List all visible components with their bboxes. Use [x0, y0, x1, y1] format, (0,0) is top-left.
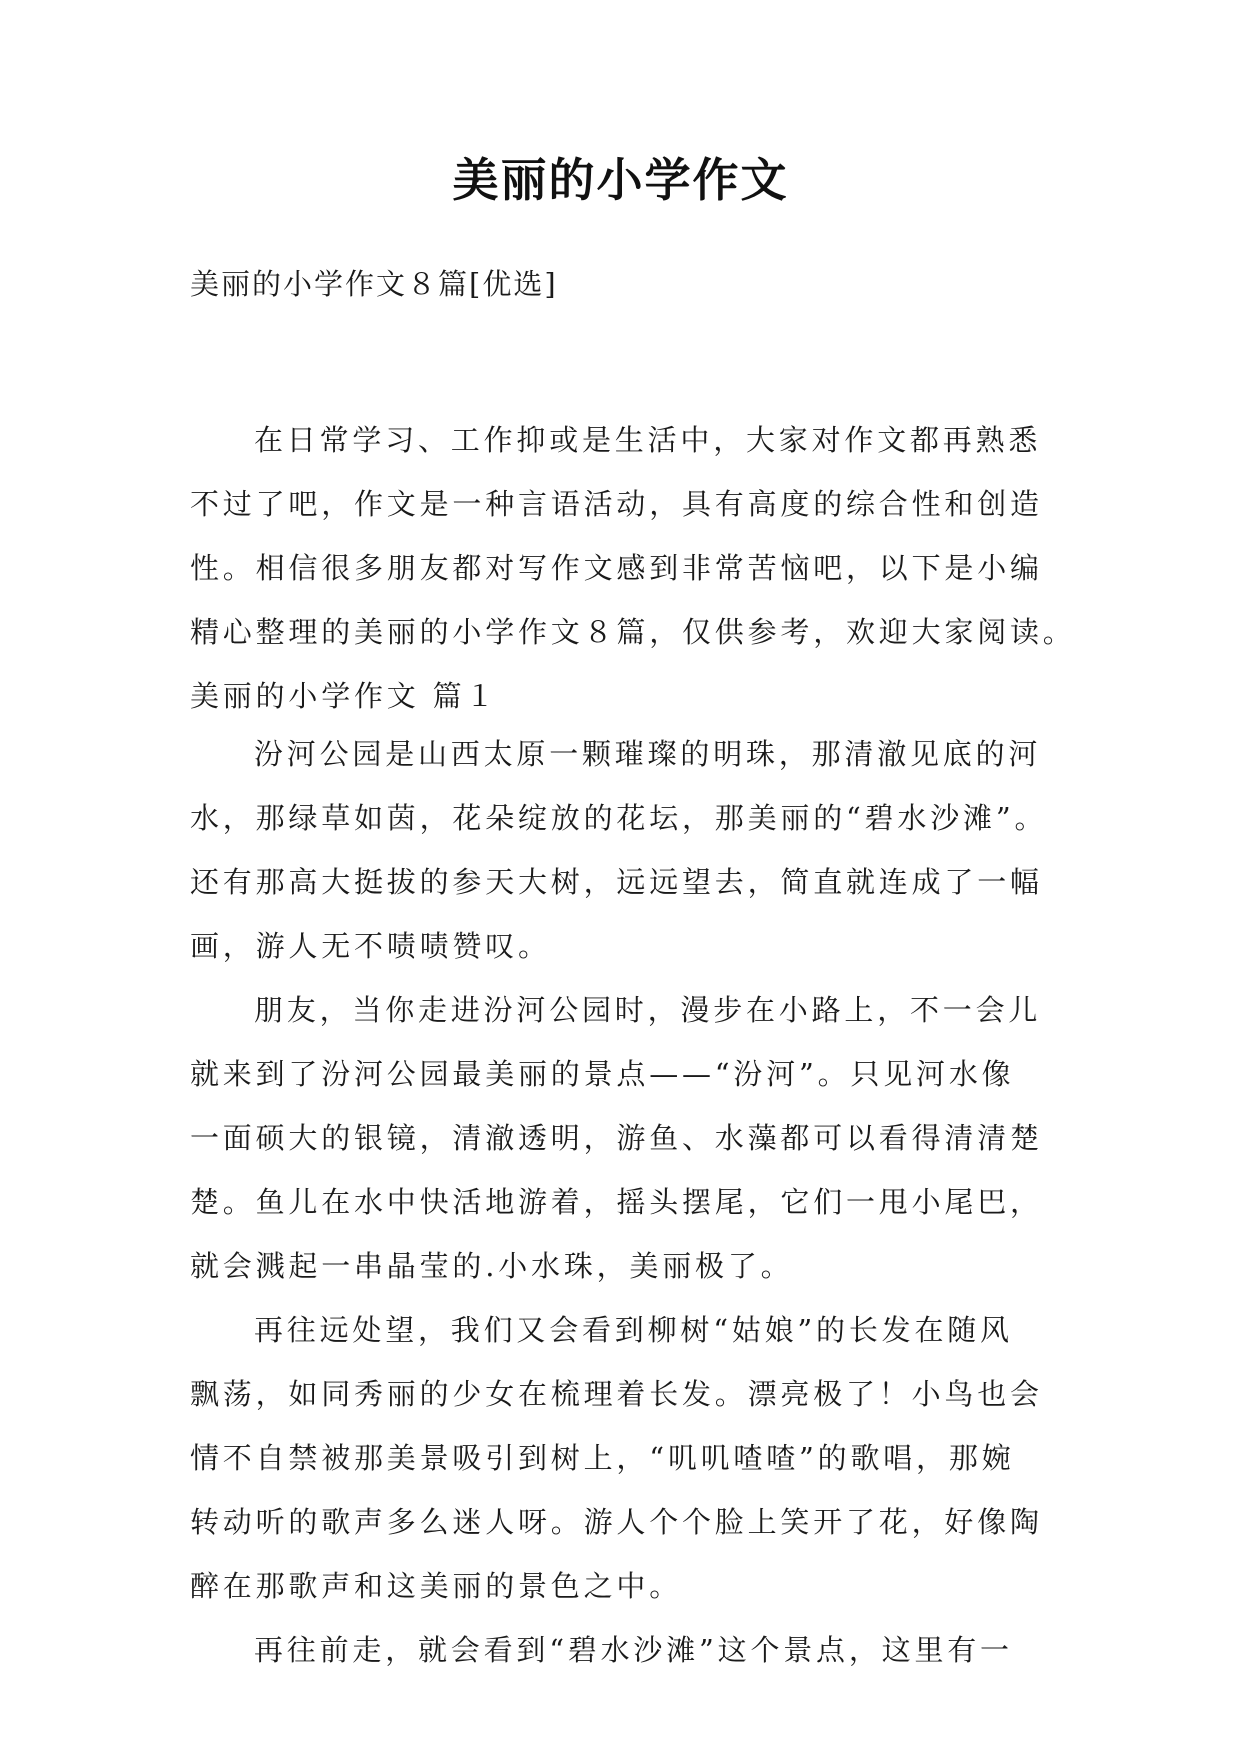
document-body	[190, 408, 1076, 1682]
paragraph-line: 还有那高大挺拔的参天大树，远远望去，简直就连成了一幅	[190, 865, 1043, 899]
paragraph-line: 就来到了汾河公园最美丽的景点——“汾河”。只见河水像	[190, 1057, 1015, 1091]
paragraph-line: 精心整理的美丽的小学作文８篇，仅供参考，欢迎大家阅读。	[190, 615, 1076, 649]
paragraph-line: 情不自禁被那美景吸引到树上，“叽叽喳喳”的歌唱，那婉	[190, 1441, 1015, 1475]
paragraph-line: 汾河公园是山西太原一颗璀璨的明珠，那清澈见底的河	[254, 737, 1042, 771]
paragraph-line: 就会溅起一串晶莹的.小水珠，美丽极了。	[190, 1249, 794, 1283]
paragraph-line: 朋友，当你走进汾河公园时，漫步在小路上，不一会儿	[254, 993, 1042, 1027]
paragraph-line: 醉在那歌声和这美丽的景色之中。	[190, 1569, 683, 1603]
paragraph-line: 再往远处望，我们又会看到柳树“姑娘”的长发在随风	[254, 1313, 1013, 1347]
paragraph-line: 在日常学习、工作抑或是生活中，大家对作文都再熟悉	[254, 423, 1042, 457]
section-heading: 美丽的小学作文 篇１	[190, 679, 499, 713]
paragraph-line: 水，那绿草如茵，花朵绽放的花坛，那美丽的“碧水沙滩”。	[190, 801, 1048, 835]
paragraph-line: 飘荡，如同秀丽的少女在梳理着长发。漂亮极了！小鸟也会	[190, 1377, 1043, 1411]
paragraph-line: 楚。鱼儿在水中快活地游着，摇头摆尾，它们一甩小尾巴，	[190, 1185, 1043, 1219]
paragraph-line: 再往前走，就会看到“碧水沙滩”这个景点，这里有一	[254, 1633, 1013, 1667]
paragraph-line: 不过了吧，作文是一种言语活动，具有高度的综合性和创造	[190, 487, 1043, 521]
document-subtitle: 美丽的小学作文８篇[优选]	[190, 267, 558, 301]
paragraph-line: 性。相信很多朋友都对写作文感到非常苦恼吧，以下是小编	[190, 551, 1043, 585]
paragraph-line: 一面硕大的银镜，清澈透明，游鱼、水藻都可以看得清清楚	[190, 1121, 1043, 1155]
document-title: 美丽的小学作文	[452, 153, 789, 207]
paragraph-line: 转动听的歌声多么迷人呀。游人个个脸上笑开了花，好像陶	[190, 1505, 1043, 1539]
paragraph-line: 画，游人无不啧啧赞叹。	[190, 929, 551, 963]
